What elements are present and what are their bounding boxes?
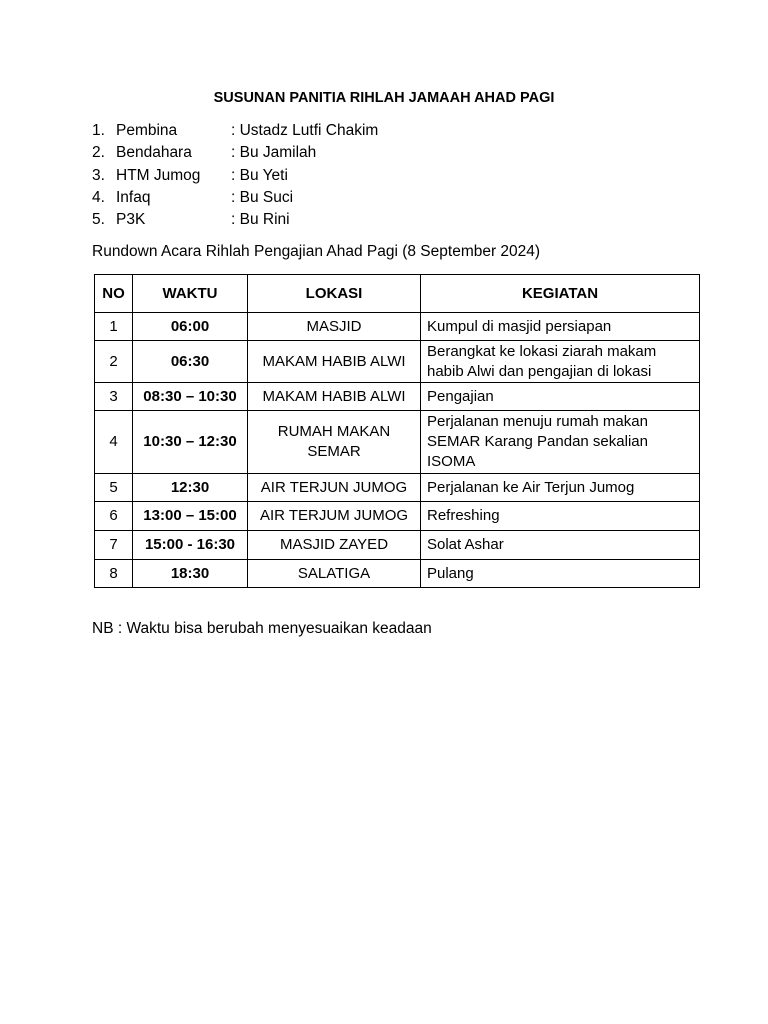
committee-item [92,209,378,231]
committee-item-name: : Bu Rini [231,211,290,229]
note-text: NB : Waktu bisa berubah menyesuaikan keadaan [92,620,432,637]
cell-lokasi: MASJID [248,313,421,341]
cell-kegiatan: Pulang [421,560,700,588]
header-no: NO [95,275,133,313]
committee-item-role: HTM Jumog [116,166,201,184]
committee-item-number: 3. [92,166,105,184]
table-row [95,560,700,588]
committee-list [92,120,378,231]
rundown-table [94,274,700,588]
cell-waktu: 08:30 – 10:30 [133,383,248,411]
cell-kegiatan: Solat Ashar [421,531,700,560]
committee-item-name: : Bu Suci [231,188,294,206]
cell-kegiatan: Perjalanan menuju rumah makan SEMAR Karang Pandan sekalian ISOMA [421,411,700,474]
cell-lokasi: RUMAH MAKAN SEMAR [248,411,421,474]
cell-kegiatan: Refreshing [421,502,700,531]
committee-item-role: Infaq [116,188,151,206]
cell-no: 3 [95,383,133,411]
cell-waktu: 10:30 – 12:30 [133,411,248,474]
table-header-row [95,275,700,313]
committee-item-name: : Bu Yeti [231,166,288,184]
cell-waktu: 06:00 [133,313,248,341]
cell-waktu: 15:00 - 16:30 [133,531,248,560]
rundown-title: Rundown Acara Rihlah Pengajian Ahad Pagi (8 September 2024) [92,243,541,260]
cell-lokasi: MAKAM HABIB ALWI [248,383,421,411]
page-title: SUSUNAN PANITIA RIHLAH JAMAAH AHAD PAGI [213,90,555,106]
cell-lokasi: SALATIGA [248,560,421,588]
committee-item-number: 5. [92,211,105,229]
table-row [95,531,700,560]
table-row [95,341,700,383]
cell-lokasi: MASJID ZAYED [248,531,421,560]
committee-item [92,165,378,187]
cell-kegiatan: Pengajian [421,383,700,411]
cell-waktu: 18:30 [133,560,248,588]
cell-no: 2 [95,341,133,383]
cell-no: 5 [95,474,133,502]
cell-no: 8 [95,560,133,588]
table-row [95,383,700,411]
cell-no: 4 [95,411,133,474]
table-row [95,502,700,531]
cell-waktu: 06:30 [133,341,248,383]
cell-lokasi: AIR TERJUN JUMOG [248,474,421,502]
committee-item-name: : Ustadz Lutfi Chakim [231,122,379,139]
committee-item-number: 1. [92,122,105,139]
cell-no: 7 [95,531,133,560]
cell-kegiatan: Kumpul di masjid persiapan [421,313,700,341]
committee-item-role: Pembina [116,122,178,139]
header-kegiatan: KEGIATAN [421,275,700,313]
table-row [95,313,700,341]
committee-item-number: 2. [92,144,105,162]
cell-no: 1 [95,313,133,341]
cell-kegiatan: Perjalanan ke Air Terjun Jumog [421,474,700,502]
committee-item-number: 4. [92,188,105,206]
cell-lokasi: MAKAM HABIB ALWI [248,341,421,383]
table-row [95,474,700,502]
committee-item-role: Bendahara [116,144,192,162]
cell-lokasi: AIR TERJUM JUMOG [248,502,421,531]
committee-item [92,187,378,209]
cell-waktu: 13:00 – 15:00 [133,502,248,531]
table-row [95,411,700,474]
header-lokasi: LOKASI [248,275,421,313]
cell-waktu: 12:30 [133,474,248,502]
committee-item-name: : Bu Jamilah [231,144,317,162]
committee-item-role: P3K [116,211,146,229]
cell-no: 6 [95,502,133,531]
header-waktu: WAKTU [133,275,248,313]
committee-item [92,120,378,142]
committee-item [92,142,378,164]
cell-kegiatan: Berangkat ke lokasi ziarah makam habib Alwi dan pengajian di lokasi [421,341,700,383]
